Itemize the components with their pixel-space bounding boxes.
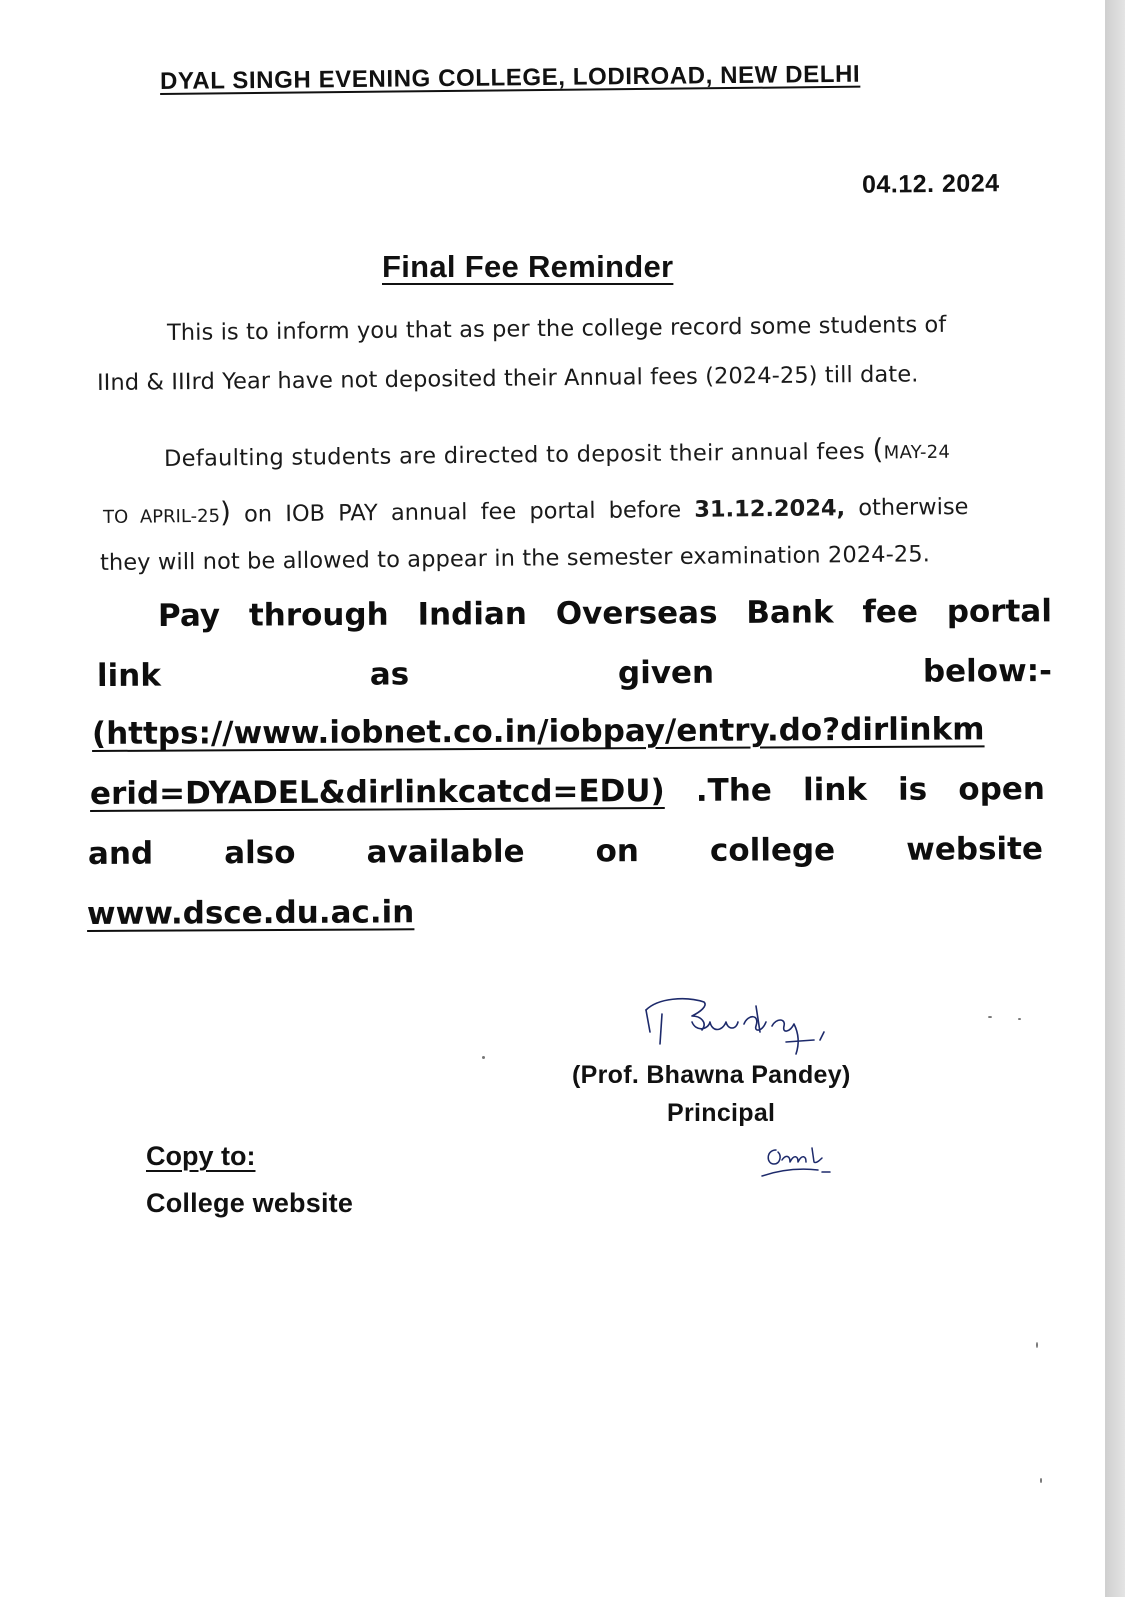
word: Overseas [555,595,718,632]
word: fee [862,594,919,631]
paragraph-2-line-1 [164,432,951,473]
paragraph-2-text: Defaulting students are directed to deposit their annual fees [163,438,873,472]
initials-mark [760,1138,840,1186]
payment-link-line-2 [90,771,1045,812]
fee-period-start: MAY-24 [883,441,951,464]
otherwise-text: otherwise [844,493,969,522]
word: given [617,654,715,692]
fee-period-end: TO APRIL-25 [102,505,221,528]
payment-link-line-1 [92,711,1052,752]
payment-line-2 [97,653,1052,694]
word: college [709,832,836,869]
word: link [96,657,162,694]
word: .The [695,772,772,809]
payment-line-5 [88,831,1043,872]
word: below:- [922,653,1053,690]
word: and [87,835,154,872]
word: available [366,833,525,871]
copy-to-label: Copy to: [146,1141,256,1171]
portal-text: on IOB PAY annual fee portal before [230,496,695,528]
word: link [802,771,868,809]
word: Bank [746,594,834,631]
scan-speck [1018,1018,1021,1020]
signatory-designation: Principal [667,1099,776,1127]
scan-speck [482,1056,485,1059]
notice-date: 04.12. 2024 [861,169,1000,199]
college-name-heading: DYAL SINGH EVENING COLLEGE, LODIROAD, NEW DELHI [159,60,861,95]
deadline-date: 31.12.2024, [694,495,846,523]
scan-speck [988,1016,992,1018]
word: as [369,656,410,693]
copy-to-item: College website [146,1188,354,1218]
word: open [958,771,1046,808]
notice-title: Final Fee Reminder [382,249,674,284]
iob-pay-link-part-1[interactable]: (https://www.iobnet.co.in/iobpay/entry.do?dirlinkm [91,711,985,752]
scan-speck [1036,1342,1038,1348]
word: portal [946,593,1053,630]
word: through [248,596,389,634]
paragraph-2-line-3: they will not be allowed to appear in the semester examination 2024-25. [99,541,931,576]
signatory-name: (Prof. Bhawna Pandey) [572,1061,851,1089]
word: on [595,833,640,870]
word: Pay [157,597,221,634]
word: Indian [417,596,528,633]
open-paren: ( [872,432,884,466]
paragraph-2-line-2 [103,488,969,530]
close-paren: ) [219,495,232,529]
college-website-link[interactable]: www.dsce.du.ac.in [86,894,415,932]
principal-signature [638,992,838,1062]
word: also [224,834,296,872]
paragraph-1-line-2: IInd & IIIrd Year have not deposited their Annual fees (2024-25) till date. [96,361,919,396]
scan-speck [1040,1478,1042,1483]
payment-line-1 [158,593,1052,634]
word: is [898,771,928,808]
iob-pay-link-part-2[interactable]: erid=DYADEL&dirlinkcatcd=EDU) [89,772,665,812]
scan-edge [1105,0,1125,1597]
paragraph-1-line-1: This is to inform you that as per the college record some students of [166,311,947,346]
payment-line-6 [87,891,1045,932]
word: website [906,831,1044,868]
